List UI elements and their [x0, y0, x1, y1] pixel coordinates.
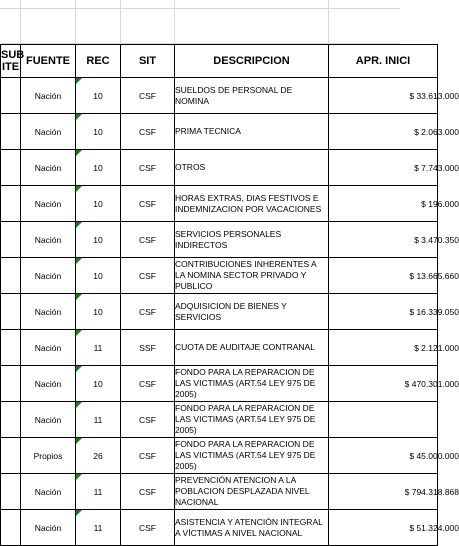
column-header-sit[interactable]: SIT — [121, 45, 175, 78]
cell-descripcion[interactable]: ADQUISICION DE BIENES Y SERVICIOS — [175, 294, 329, 330]
cell-sub[interactable] — [1, 186, 21, 222]
comment-indicator-icon — [76, 78, 82, 84]
cell-sit[interactable]: CSF — [121, 438, 175, 474]
column-header-apr-inicial[interactable]: APR. INICI — [329, 45, 438, 78]
cell-sub[interactable] — [1, 366, 21, 402]
table-row — [1, 294, 438, 330]
table-row — [1, 402, 438, 438]
cell-apr-inicial[interactable]: $ 2.121.000 — [329, 330, 438, 366]
cell-rec[interactable]: 10 — [76, 78, 121, 114]
column-header-fuente[interactable]: FUENTE — [21, 45, 76, 78]
cell-rec[interactable]: 10 — [76, 294, 121, 330]
table-row — [1, 258, 438, 294]
cell-fuente[interactable]: Nación — [21, 474, 76, 510]
cell-apr-inicial[interactable]: $ 196.000 — [329, 186, 438, 222]
cell-sit[interactable]: CSF — [121, 150, 175, 186]
comment-indicator-icon — [76, 402, 82, 408]
cell-sub[interactable] — [1, 402, 21, 438]
cell-sub[interactable] — [1, 78, 21, 114]
table-row — [1, 438, 438, 474]
table-row — [1, 186, 438, 222]
table-row — [1, 222, 438, 258]
cell-sit[interactable]: CSF — [121, 222, 175, 258]
cell-sit[interactable]: CSF — [121, 186, 175, 222]
cell-descripcion[interactable]: FONDO PARA LA REPARACION DE LAS VICTIMAS (ART.54 LEY 975 DE 2005) — [175, 366, 329, 402]
cell-fuente[interactable]: Nación — [21, 510, 76, 546]
cell-sit[interactable]: CSF — [121, 474, 175, 510]
cell-rec[interactable]: 10 — [76, 186, 121, 222]
budget-table — [0, 44, 459, 546]
table-row — [1, 114, 438, 150]
table-row — [1, 150, 438, 186]
cell-apr-inicial[interactable]: $ 3.470.350 — [329, 222, 438, 258]
cell-rec[interactable]: 26 — [76, 438, 121, 474]
comment-indicator-icon — [76, 186, 82, 192]
cell-sub[interactable] — [1, 330, 21, 366]
cell-apr-inicial[interactable] — [329, 402, 438, 438]
comment-indicator-icon — [76, 510, 82, 516]
cell-sub[interactable] — [1, 510, 21, 546]
cell-sit[interactable]: SSF — [121, 330, 175, 366]
cell-rec[interactable]: 10 — [76, 258, 121, 294]
table-row — [1, 366, 438, 402]
cell-rec[interactable]: 10 — [76, 114, 121, 150]
cell-sub[interactable] — [1, 114, 21, 150]
cell-descripcion[interactable]: CONTRIBUCIONES INHERENTES A LA NOMINA SECTOR PRIVADO Y PUBLICO — [175, 258, 329, 294]
cell-apr-inicial[interactable]: $ 33.613.000 — [329, 78, 438, 114]
cell-sit[interactable]: CSF — [121, 402, 175, 438]
cell-fuente[interactable]: Nación — [21, 294, 76, 330]
cell-fuente[interactable]: Nación — [21, 150, 76, 186]
cell-rec[interactable]: 10 — [76, 150, 121, 186]
header-row — [1, 45, 438, 78]
cell-descripcion[interactable]: FONDO PARA LA REPARACION DE LAS VICTIMAS (ART.54 LEY 975 DE 2005) — [175, 438, 329, 474]
comment-indicator-icon — [76, 150, 82, 156]
cell-fuente[interactable]: Nación — [21, 366, 76, 402]
cell-sub[interactable] — [1, 294, 21, 330]
cell-sub[interactable] — [1, 222, 21, 258]
comment-indicator-icon — [76, 294, 82, 300]
cell-apr-inicial[interactable]: $ 13.665.660 — [329, 258, 438, 294]
cell-rec[interactable]: 10 — [76, 366, 121, 402]
cell-rec[interactable]: 11 — [76, 402, 121, 438]
column-header-sub[interactable]: SUB ITE — [1, 45, 21, 78]
table-row — [1, 330, 438, 366]
cell-apr-inicial[interactable]: $ 51.324.000 — [329, 510, 438, 546]
cell-sub[interactable] — [1, 474, 21, 510]
comment-indicator-icon — [76, 474, 82, 480]
cell-fuente[interactable]: Nación — [21, 222, 76, 258]
cell-sit[interactable]: CSF — [121, 258, 175, 294]
cell-fuente[interactable]: Nación — [21, 330, 76, 366]
cell-fuente[interactable]: Nación — [21, 186, 76, 222]
cell-descripcion[interactable]: OTROS — [175, 150, 329, 186]
cell-descripcion[interactable]: FONDO PARA LA REPARACION DE LAS VICTIMAS (ART.54 LEY 975 DE 2005) — [175, 402, 329, 438]
cell-rec[interactable]: 11 — [76, 510, 121, 546]
column-header-descripcion[interactable]: DESCRIPCION — [175, 45, 329, 78]
comment-indicator-icon — [76, 258, 82, 264]
comment-indicator-icon — [76, 222, 82, 228]
cell-descripcion[interactable]: SERVICIOS PERSONALES INDIRECTOS — [175, 222, 329, 258]
cell-sit[interactable]: CSF — [121, 366, 175, 402]
table-row — [1, 510, 438, 546]
cell-descripcion[interactable]: PREVENCIÓN ATENCION A LA POBLACION DESPLAZADA NIVEL NACIONAL — [175, 474, 329, 510]
cell-fuente[interactable]: Nación — [21, 114, 76, 150]
column-header-rec[interactable]: REC — [76, 45, 121, 78]
cell-descripcion[interactable]: PRIMA TECNICA — [175, 114, 329, 150]
table-row — [1, 78, 438, 114]
cell-apr-inicial[interactable]: $ 2.063.000 — [329, 114, 438, 150]
cell-fuente[interactable]: Nación — [21, 78, 76, 114]
cell-sit[interactable]: CSF — [121, 510, 175, 546]
cell-descripcion[interactable]: CUOTA DE AUDITAJE CONTRANAL — [175, 330, 329, 366]
cell-sub[interactable] — [1, 438, 21, 474]
cell-sit[interactable]: CSF — [121, 78, 175, 114]
comment-indicator-icon — [76, 366, 82, 372]
cell-sit[interactable]: CSF — [121, 294, 175, 330]
cell-fuente[interactable]: Propios — [21, 438, 76, 474]
cell-apr-inicial[interactable]: $ 794.318.868 — [329, 474, 438, 510]
cell-apr-inicial[interactable]: $ 45.000.000 — [329, 438, 438, 474]
cell-descripcion[interactable]: ASISTENCIA Y ATENCIÓN INTEGRAL A VÍCTIMAS A NIVEL NACIONAL — [175, 510, 329, 546]
cell-rec[interactable]: 10 — [76, 222, 121, 258]
cell-fuente[interactable]: Nación — [21, 402, 76, 438]
cell-descripcion[interactable]: SUELDOS DE PERSONAL DE NOMINA — [175, 78, 329, 114]
cell-apr-inicial[interactable]: $ 470.301.000 — [329, 366, 438, 402]
cell-apr-inicial[interactable]: $ 16.339.050 — [329, 294, 438, 330]
cell-fuente[interactable]: Nación — [21, 258, 76, 294]
cell-rec[interactable]: 11 — [76, 330, 121, 366]
comment-indicator-icon — [76, 330, 82, 336]
empty-grid-top — [0, 0, 400, 44]
cell-rec[interactable]: 11 — [76, 474, 121, 510]
comment-indicator-icon — [76, 114, 82, 120]
cell-sit[interactable]: CSF — [121, 114, 175, 150]
comment-indicator-icon — [76, 438, 82, 444]
table-row — [1, 474, 438, 510]
cell-sub[interactable] — [1, 258, 21, 294]
cell-sub[interactable] — [1, 150, 21, 186]
cell-apr-inicial[interactable]: $ 7.743.000 — [329, 150, 438, 186]
cell-descripcion[interactable]: HORAS EXTRAS, DIAS FESTIVOS E INDEMNIZACION POR VACACIONES — [175, 186, 329, 222]
